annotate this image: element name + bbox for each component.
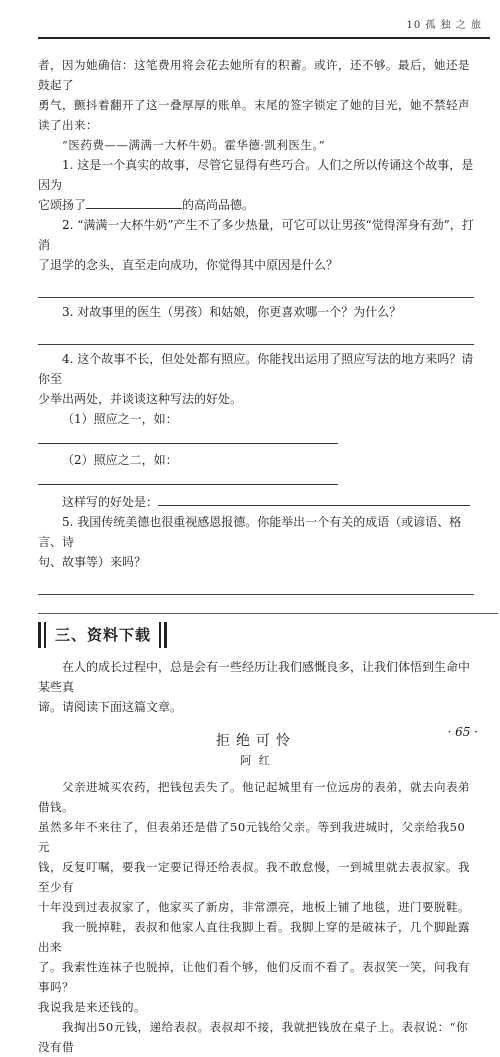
question-4-benefit-label: 这样写的好处是：: [62, 495, 159, 509]
question-4-item-2: [38, 450, 474, 491]
question-4-benefit-line[interactable]: [158, 491, 470, 506]
question-5-line-2: 句、故事等）来吗？: [38, 555, 147, 569]
question-4-benefit: [38, 491, 474, 512]
question-4-item-1-label: （1）照应之一，如：: [62, 412, 178, 426]
question-4-item-2-line[interactable]: [38, 470, 338, 485]
question-1-suffix: 的高尚品德。: [182, 198, 255, 212]
section-bar-thin: [44, 622, 46, 648]
story-p1-line-1: 父亲进城买农药，把钱包丢失了。他记起城里有一位远房的表弟，就去向表弟借钱。: [38, 780, 470, 814]
story-p2-line-3: 我说我是来还钱的。: [38, 1000, 146, 1014]
intro-line-3: “医药费——满满一大杯牛奶。霍华德·凯利医生。”: [62, 138, 326, 152]
question-5-answer-line[interactable]: [38, 572, 474, 595]
section-heading: [38, 621, 474, 649]
story-p1-line-3: 钱，反复叮嘱，要我一定要记得还给表叔。我不敢怠慢，一到城里就去表叔家。我至少有: [38, 860, 470, 894]
chapter-header: 10 孤 独 之 旅: [406, 20, 482, 31]
question-1-prefix: 它颂扬了: [38, 198, 87, 212]
page-content: [38, 55, 474, 1057]
section-bar-thick: [38, 622, 41, 648]
question-4-item-1: [38, 409, 474, 450]
question-1-line-2: [38, 195, 474, 215]
story-p1-line-2: 虽然多年不来往了，但表弟还是借了50元钱给父亲。等到我进城时，父亲给我50元: [38, 820, 466, 854]
story-p3-line-1: 我掏出50元钱，递给表叔。表叔却不接，我就把钱放在桌子上。表叔说：“你没有借: [38, 1020, 469, 1054]
question-3-answer-line[interactable]: [38, 322, 474, 345]
section-bar-end-thin: [159, 622, 161, 648]
story-p2-line-1: 我一脱掉鞋，表叔和他家人直往我脚上看。我脚上穿的是破袜子，几个脚趾露出来: [38, 920, 470, 954]
question-4-item-2-label: （2）照应之二，如：: [62, 453, 178, 467]
question-2-answer-line[interactable]: [38, 275, 474, 298]
question-4-item-1-line[interactable]: [38, 429, 338, 444]
section-bar-end-thick: [164, 622, 167, 648]
section-divider: [38, 613, 498, 614]
header-rule: [38, 37, 490, 39]
intro-line-2: 勇气，颤抖着翻开了这一叠厚厚的账单。末尾的签字锁定了她的目光，她不禁轻声读了出来：: [38, 98, 470, 132]
section-title: 三、资料下载: [55, 626, 152, 644]
page-number: · 65 ·: [447, 725, 478, 739]
question-4-line-1: 4. 这个故事不长，但处处都有照应。你能找出运用了照应写法的地方来吗？请你至: [38, 352, 474, 386]
question-1-blank[interactable]: [86, 196, 182, 209]
section-intro-line-1: 在人的成长过程中，总是会有一些经历让我们感慨良多，让我们体悟到生命中某些真: [38, 660, 471, 694]
story-title: 拒绝可怜: [216, 733, 296, 749]
section-intro-line-2: 谛。请阅读下面这篇文章。: [38, 700, 183, 714]
question-4-line-2: 少举出两处，并谈谈这种写法的好处。: [38, 392, 243, 406]
question-2-line-1: 2. “满满一大杯牛奶”产生不了多少热量，可它可以让男孩“觉得浑身有劲”，打消: [38, 218, 474, 252]
question-1-line-1: 1. 这是一个真实的故事，尽管它显得有些巧合。人们之所以传诵这个故事，是因为: [38, 158, 474, 192]
story-p1-line-4: 十年没到过表叔家了，他家买了新房，非常漂亮，地板上铺了地毯，进门要脱鞋。: [38, 900, 470, 914]
question-5-line-1: 5. 我国传统美德也很重视感恩报德。你能举出一个有关的成语（或谚语、格言、诗: [38, 515, 462, 549]
story-p2-line-2: 了。我索性连袜子也脱掉，让他们看个够，他们反而不看了。表叔笑一笑，问我有事吗？: [38, 960, 470, 994]
question-3-text: 3. 对故事里的医生（男孩）和姑娘，你更喜欢哪一个？为什么？: [62, 305, 402, 319]
story-author: 阿 红: [240, 754, 272, 767]
intro-line-1: 者，因为她确信：这笔费用将会花去她所有的积蓄。或许，还不够。最后，她还是鼓起了: [38, 58, 470, 92]
question-2-line-2: 了退学的念头，直至走向成功，你觉得其中原因是什么？: [38, 258, 339, 272]
